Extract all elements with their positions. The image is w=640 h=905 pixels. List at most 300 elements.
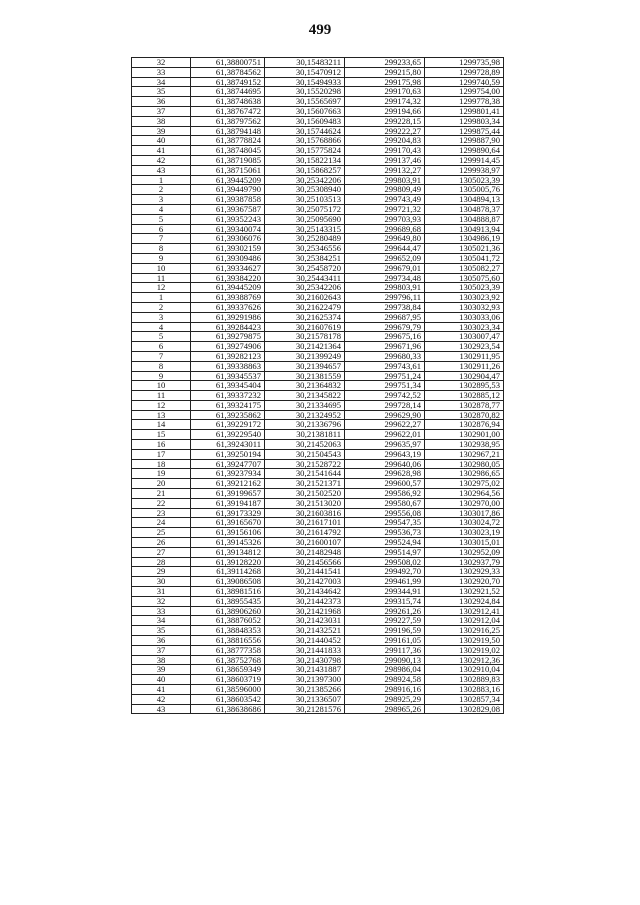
y-coordinate-cell: 1302883,16 — [425, 685, 504, 695]
y-coordinate-cell: 1302885,12 — [425, 391, 504, 401]
point-number-cell: 26 — [132, 538, 191, 548]
table-row — [132, 371, 504, 381]
longitude-cell: 30,25143315 — [265, 224, 345, 234]
x-coordinate-cell: 299809,49 — [345, 185, 425, 195]
y-coordinate-cell: 1302952,09 — [425, 547, 504, 557]
point-number-cell: 21 — [132, 489, 191, 499]
latitude-cell: 61,38659349 — [191, 665, 265, 675]
point-number-cell: 3 — [132, 312, 191, 322]
point-number-cell: 39 — [132, 126, 191, 136]
y-coordinate-cell: 1304913,94 — [425, 224, 504, 234]
point-number-cell: 38 — [132, 116, 191, 126]
latitude-cell: 61,39237934 — [191, 469, 265, 479]
x-coordinate-cell: 299652,09 — [345, 253, 425, 263]
longitude-cell: 30,15483211 — [265, 58, 345, 68]
table-row — [132, 518, 504, 528]
latitude-cell: 61,38603719 — [191, 675, 265, 685]
point-number-cell: 34 — [132, 616, 191, 626]
latitude-cell: 61,38778824 — [191, 136, 265, 146]
table-row — [132, 146, 504, 156]
y-coordinate-cell: 1302878,77 — [425, 400, 504, 410]
y-coordinate-cell: 1302912,36 — [425, 655, 504, 665]
y-coordinate-cell: 1305075,60 — [425, 273, 504, 283]
y-coordinate-cell: 1302870,82 — [425, 410, 504, 420]
x-coordinate-cell: 299743,61 — [345, 361, 425, 371]
x-coordinate-cell: 299635,97 — [345, 440, 425, 450]
y-coordinate-cell: 1302937,79 — [425, 557, 504, 567]
table-row — [132, 185, 504, 195]
y-coordinate-cell: 1299728,89 — [425, 67, 504, 77]
table-row — [132, 508, 504, 518]
latitude-cell: 61,39345404 — [191, 381, 265, 391]
table-row — [132, 547, 504, 557]
table-row — [132, 106, 504, 116]
longitude-cell: 30,25346556 — [265, 244, 345, 254]
latitude-cell: 61,38816556 — [191, 636, 265, 646]
longitude-cell: 30,21614792 — [265, 528, 345, 538]
x-coordinate-cell: 299175,98 — [345, 77, 425, 87]
point-number-cell: 7 — [132, 234, 191, 244]
y-coordinate-cell: 1303023,34 — [425, 322, 504, 332]
point-number-cell: 7 — [132, 351, 191, 361]
x-coordinate-cell: 299803,91 — [345, 175, 425, 185]
y-coordinate-cell: 1305023,39 — [425, 283, 504, 293]
table-row — [132, 596, 504, 606]
longitude-cell: 30,21423031 — [265, 616, 345, 626]
table-row — [132, 616, 504, 626]
page-number: 499 — [308, 22, 332, 38]
point-number-cell: 40 — [132, 675, 191, 685]
x-coordinate-cell: 299680,33 — [345, 351, 425, 361]
longitude-cell: 30,15768866 — [265, 136, 345, 146]
longitude-cell: 30,21324952 — [265, 410, 345, 420]
longitude-cell: 30,15520298 — [265, 87, 345, 97]
table-row — [132, 77, 504, 87]
longitude-cell: 30,21513020 — [265, 498, 345, 508]
y-coordinate-cell: 1299740,59 — [425, 77, 504, 87]
x-coordinate-cell: 299536,73 — [345, 528, 425, 538]
table-row — [132, 528, 504, 538]
latitude-cell: 61,39114268 — [191, 567, 265, 577]
point-number-cell: 29 — [132, 567, 191, 577]
y-coordinate-cell: 1302923,54 — [425, 342, 504, 352]
y-coordinate-cell: 1302919,02 — [425, 645, 504, 655]
y-coordinate-cell: 1305082,27 — [425, 263, 504, 273]
latitude-cell: 61,38715061 — [191, 165, 265, 175]
x-coordinate-cell: 299586,92 — [345, 489, 425, 499]
y-coordinate-cell: 1302911,26 — [425, 361, 504, 371]
latitude-cell: 61,39235862 — [191, 410, 265, 420]
point-number-cell: 5 — [132, 214, 191, 224]
latitude-cell: 61,39302159 — [191, 244, 265, 254]
latitude-cell: 61,39338863 — [191, 361, 265, 371]
point-number-cell: 41 — [132, 685, 191, 695]
x-coordinate-cell: 299344,91 — [345, 587, 425, 597]
x-coordinate-cell: 299117,36 — [345, 645, 425, 655]
latitude-cell: 61,38906260 — [191, 606, 265, 616]
longitude-cell: 30,21430798 — [265, 655, 345, 665]
longitude-cell: 30,21427003 — [265, 577, 345, 587]
x-coordinate-cell: 299514,97 — [345, 547, 425, 557]
longitude-cell: 30,25075172 — [265, 204, 345, 214]
longitude-cell: 30,21502520 — [265, 489, 345, 499]
x-coordinate-cell: 299640,06 — [345, 459, 425, 469]
x-coordinate-cell: 299137,46 — [345, 155, 425, 165]
y-coordinate-cell: 1303015,01 — [425, 538, 504, 548]
latitude-cell: 61,39274906 — [191, 342, 265, 352]
table-row — [132, 361, 504, 371]
longitude-cell: 30,15822134 — [265, 155, 345, 165]
latitude-cell: 61,38800751 — [191, 58, 265, 68]
latitude-cell: 61,39352243 — [191, 214, 265, 224]
x-coordinate-cell: 299643,19 — [345, 449, 425, 459]
table-row — [132, 195, 504, 205]
point-number-cell: 17 — [132, 449, 191, 459]
latitude-cell: 61,39334627 — [191, 263, 265, 273]
x-coordinate-cell: 299734,48 — [345, 273, 425, 283]
latitude-cell: 61,38744695 — [191, 87, 265, 97]
point-number-cell: 32 — [132, 596, 191, 606]
point-number-cell: 9 — [132, 371, 191, 381]
y-coordinate-cell: 1303007,47 — [425, 332, 504, 342]
y-coordinate-cell: 1302895,53 — [425, 381, 504, 391]
point-number-cell: 1 — [132, 293, 191, 303]
y-coordinate-cell: 1303032,93 — [425, 302, 504, 312]
longitude-cell: 30,21394657 — [265, 361, 345, 371]
latitude-cell: 61,39449790 — [191, 185, 265, 195]
latitude-cell: 61,39134812 — [191, 547, 265, 557]
y-coordinate-cell: 1304986,19 — [425, 234, 504, 244]
table-row — [132, 58, 504, 68]
point-number-cell: 10 — [132, 263, 191, 273]
y-coordinate-cell: 1302980,05 — [425, 459, 504, 469]
y-coordinate-cell: 1302929,33 — [425, 567, 504, 577]
y-coordinate-cell: 1302964,56 — [425, 489, 504, 499]
longitude-cell: 30,21432521 — [265, 626, 345, 636]
y-coordinate-cell: 1302970,00 — [425, 498, 504, 508]
point-number-cell: 11 — [132, 273, 191, 283]
point-number-cell: 40 — [132, 136, 191, 146]
latitude-cell: 61,39282123 — [191, 351, 265, 361]
point-number-cell: 38 — [132, 655, 191, 665]
table-row — [132, 557, 504, 567]
longitude-cell: 30,15494933 — [265, 77, 345, 87]
x-coordinate-cell: 299161,05 — [345, 636, 425, 646]
y-coordinate-cell: 1302921,52 — [425, 587, 504, 597]
y-coordinate-cell: 1299875,44 — [425, 126, 504, 136]
longitude-cell: 30,15868257 — [265, 165, 345, 175]
latitude-cell: 61,38777358 — [191, 645, 265, 655]
latitude-cell: 61,38719085 — [191, 155, 265, 165]
latitude-cell: 61,38848353 — [191, 626, 265, 636]
table-row — [132, 469, 504, 479]
y-coordinate-cell: 1305023,39 — [425, 175, 504, 185]
y-coordinate-cell: 1299778,38 — [425, 97, 504, 107]
latitude-cell: 61,39247707 — [191, 459, 265, 469]
x-coordinate-cell: 299194,66 — [345, 106, 425, 116]
latitude-cell: 61,38784562 — [191, 67, 265, 77]
latitude-cell: 61,39243011 — [191, 440, 265, 450]
y-coordinate-cell: 1302986,65 — [425, 469, 504, 479]
point-number-cell: 35 — [132, 626, 191, 636]
y-coordinate-cell: 1304894,13 — [425, 195, 504, 205]
latitude-cell: 61,39309486 — [191, 253, 265, 263]
table-row — [132, 136, 504, 146]
point-number-cell: 31 — [132, 587, 191, 597]
latitude-cell: 61,39306076 — [191, 234, 265, 244]
y-coordinate-cell: 1299801,41 — [425, 106, 504, 116]
longitude-cell: 30,21381559 — [265, 371, 345, 381]
longitude-cell: 30,21421364 — [265, 342, 345, 352]
x-coordinate-cell: 299803,91 — [345, 283, 425, 293]
point-number-cell: 24 — [132, 518, 191, 528]
latitude-cell: 61,39145326 — [191, 538, 265, 548]
point-number-cell: 20 — [132, 479, 191, 489]
table-row — [132, 420, 504, 430]
y-coordinate-cell: 1302857,34 — [425, 694, 504, 704]
latitude-cell: 61,38794148 — [191, 126, 265, 136]
table-row — [132, 116, 504, 126]
latitude-cell: 61,38797562 — [191, 116, 265, 126]
table-row — [132, 97, 504, 107]
latitude-cell: 61,38955435 — [191, 596, 265, 606]
latitude-cell: 61,39279875 — [191, 332, 265, 342]
latitude-cell: 61,38981516 — [191, 587, 265, 597]
x-coordinate-cell: 299721,32 — [345, 204, 425, 214]
y-coordinate-cell: 1302916,25 — [425, 626, 504, 636]
table-row — [132, 273, 504, 283]
longitude-cell: 30,21364832 — [265, 381, 345, 391]
point-number-cell: 32 — [132, 58, 191, 68]
longitude-cell: 30,21441541 — [265, 567, 345, 577]
x-coordinate-cell: 298916,16 — [345, 685, 425, 695]
latitude-cell: 61,39128220 — [191, 557, 265, 567]
x-coordinate-cell: 299743,49 — [345, 195, 425, 205]
table-row — [132, 645, 504, 655]
x-coordinate-cell: 299170,43 — [345, 146, 425, 156]
longitude-cell: 30,21442373 — [265, 596, 345, 606]
x-coordinate-cell: 299728,14 — [345, 400, 425, 410]
table-row — [132, 498, 504, 508]
table-row — [132, 665, 504, 675]
longitude-cell: 30,25458720 — [265, 263, 345, 273]
y-coordinate-cell: 1302919,50 — [425, 636, 504, 646]
point-number-cell: 37 — [132, 645, 191, 655]
latitude-cell: 61,39173329 — [191, 508, 265, 518]
latitude-cell: 61,39291986 — [191, 312, 265, 322]
point-number-cell: 13 — [132, 410, 191, 420]
point-number-cell: 4 — [132, 204, 191, 214]
y-coordinate-cell: 1302876,94 — [425, 420, 504, 430]
point-number-cell: 2 — [132, 302, 191, 312]
x-coordinate-cell: 299170,63 — [345, 87, 425, 97]
table-row — [132, 351, 504, 361]
x-coordinate-cell: 299703,93 — [345, 214, 425, 224]
x-coordinate-cell: 299580,67 — [345, 498, 425, 508]
coordinates-table-body — [132, 58, 504, 714]
x-coordinate-cell: 299629,90 — [345, 410, 425, 420]
point-number-cell: 36 — [132, 636, 191, 646]
y-coordinate-cell: 1299887,90 — [425, 136, 504, 146]
point-number-cell: 43 — [132, 704, 191, 714]
latitude-cell: 61,38748045 — [191, 146, 265, 156]
table-row — [132, 126, 504, 136]
latitude-cell: 61,39445209 — [191, 175, 265, 185]
longitude-cell: 30,15744624 — [265, 126, 345, 136]
latitude-cell: 61,39156106 — [191, 528, 265, 538]
latitude-cell: 61,39337232 — [191, 391, 265, 401]
table-row — [132, 538, 504, 548]
point-number-cell: 19 — [132, 469, 191, 479]
latitude-cell: 61,39086508 — [191, 577, 265, 587]
x-coordinate-cell: 298925,29 — [345, 694, 425, 704]
latitude-cell: 61,39345537 — [191, 371, 265, 381]
latitude-cell: 61,39337626 — [191, 302, 265, 312]
longitude-cell: 30,21434642 — [265, 587, 345, 597]
point-number-cell: 6 — [132, 342, 191, 352]
table-row — [132, 449, 504, 459]
longitude-cell: 30,21334695 — [265, 400, 345, 410]
x-coordinate-cell: 299689,68 — [345, 224, 425, 234]
point-number-cell: 39 — [132, 665, 191, 675]
point-number-cell: 10 — [132, 381, 191, 391]
table-row — [132, 165, 504, 175]
longitude-cell: 30,21456566 — [265, 557, 345, 567]
table-row — [132, 587, 504, 597]
latitude-cell: 61,39388769 — [191, 293, 265, 303]
y-coordinate-cell: 1302901,00 — [425, 430, 504, 440]
point-number-cell: 16 — [132, 440, 191, 450]
x-coordinate-cell: 299233,65 — [345, 58, 425, 68]
latitude-cell: 61,39445209 — [191, 283, 265, 293]
table-row — [132, 459, 504, 469]
table-row — [132, 606, 504, 616]
latitude-cell: 61,39165670 — [191, 518, 265, 528]
table-row — [132, 234, 504, 244]
latitude-cell: 61,39387858 — [191, 195, 265, 205]
longitude-cell: 30,21541644 — [265, 469, 345, 479]
x-coordinate-cell: 299524,94 — [345, 538, 425, 548]
y-coordinate-cell: 1302924,84 — [425, 596, 504, 606]
table-row — [132, 675, 504, 685]
point-number-cell: 28 — [132, 557, 191, 567]
longitude-cell: 30,21397300 — [265, 675, 345, 685]
x-coordinate-cell: 299204,83 — [345, 136, 425, 146]
longitude-cell: 30,21385266 — [265, 685, 345, 695]
point-number-cell: 22 — [132, 498, 191, 508]
y-coordinate-cell: 1304878,37 — [425, 204, 504, 214]
longitude-cell: 30,25095690 — [265, 214, 345, 224]
x-coordinate-cell: 299090,13 — [345, 655, 425, 665]
y-coordinate-cell: 1302829,08 — [425, 704, 504, 714]
x-coordinate-cell: 299751,24 — [345, 371, 425, 381]
table-row — [132, 342, 504, 352]
longitude-cell: 30,21440452 — [265, 636, 345, 646]
point-number-cell: 36 — [132, 97, 191, 107]
y-coordinate-cell: 1302975,02 — [425, 479, 504, 489]
latitude-cell: 61,39229172 — [191, 420, 265, 430]
x-coordinate-cell: 299679,01 — [345, 263, 425, 273]
table-row — [132, 312, 504, 322]
y-coordinate-cell: 1302912,04 — [425, 616, 504, 626]
x-coordinate-cell: 299687,95 — [345, 312, 425, 322]
x-coordinate-cell: 298986,04 — [345, 665, 425, 675]
x-coordinate-cell: 299622,01 — [345, 430, 425, 440]
longitude-cell: 30,21281576 — [265, 704, 345, 714]
y-coordinate-cell: 1305021,36 — [425, 244, 504, 254]
table-row — [132, 567, 504, 577]
x-coordinate-cell: 299649,80 — [345, 234, 425, 244]
point-number-cell: 30 — [132, 577, 191, 587]
point-number-cell: 12 — [132, 400, 191, 410]
longitude-cell: 30,15565697 — [265, 97, 345, 107]
coordinates-table — [131, 57, 504, 714]
table-row — [132, 204, 504, 214]
point-number-cell: 9 — [132, 253, 191, 263]
point-number-cell: 42 — [132, 694, 191, 704]
point-number-cell: 43 — [132, 165, 191, 175]
x-coordinate-cell: 299261,26 — [345, 606, 425, 616]
point-number-cell: 25 — [132, 528, 191, 538]
longitude-cell: 30,21622479 — [265, 302, 345, 312]
y-coordinate-cell: 1303023,92 — [425, 293, 504, 303]
longitude-cell: 30,25342206 — [265, 175, 345, 185]
longitude-cell: 30,21421968 — [265, 606, 345, 616]
table-row — [132, 430, 504, 440]
y-coordinate-cell: 1302920,70 — [425, 577, 504, 587]
y-coordinate-cell: 1303017,86 — [425, 508, 504, 518]
longitude-cell: 30,21441833 — [265, 645, 345, 655]
longitude-cell: 30,21431887 — [265, 665, 345, 675]
longitude-cell: 30,21452063 — [265, 440, 345, 450]
point-number-cell: 27 — [132, 547, 191, 557]
longitude-cell: 30,25103513 — [265, 195, 345, 205]
y-coordinate-cell: 1302967,21 — [425, 449, 504, 459]
x-coordinate-cell: 299679,79 — [345, 322, 425, 332]
x-coordinate-cell: 299196,59 — [345, 626, 425, 636]
point-number-cell: 8 — [132, 244, 191, 254]
table-row — [132, 332, 504, 342]
longitude-cell: 30,25384251 — [265, 253, 345, 263]
x-coordinate-cell: 299671,96 — [345, 342, 425, 352]
point-number-cell: 33 — [132, 67, 191, 77]
table-row — [132, 400, 504, 410]
point-number-cell: 5 — [132, 332, 191, 342]
x-coordinate-cell: 299628,98 — [345, 469, 425, 479]
latitude-cell: 61,39199657 — [191, 489, 265, 499]
table-row — [132, 685, 504, 695]
longitude-cell: 30,15775824 — [265, 146, 345, 156]
table-row — [132, 410, 504, 420]
y-coordinate-cell: 1305041,72 — [425, 253, 504, 263]
table-row — [132, 283, 504, 293]
longitude-cell: 30,21578178 — [265, 332, 345, 342]
longitude-cell: 30,15609483 — [265, 116, 345, 126]
latitude-cell: 61,39324175 — [191, 400, 265, 410]
latitude-cell: 61,38767472 — [191, 106, 265, 116]
point-number-cell: 3 — [132, 195, 191, 205]
table-row — [132, 391, 504, 401]
y-coordinate-cell: 1302911,95 — [425, 351, 504, 361]
point-number-cell: 34 — [132, 77, 191, 87]
longitude-cell: 30,21336796 — [265, 420, 345, 430]
y-coordinate-cell: 1302938,95 — [425, 440, 504, 450]
table-row — [132, 322, 504, 332]
longitude-cell: 30,21381811 — [265, 430, 345, 440]
table-row — [132, 253, 504, 263]
table-row — [132, 244, 504, 254]
x-coordinate-cell: 299315,74 — [345, 596, 425, 606]
